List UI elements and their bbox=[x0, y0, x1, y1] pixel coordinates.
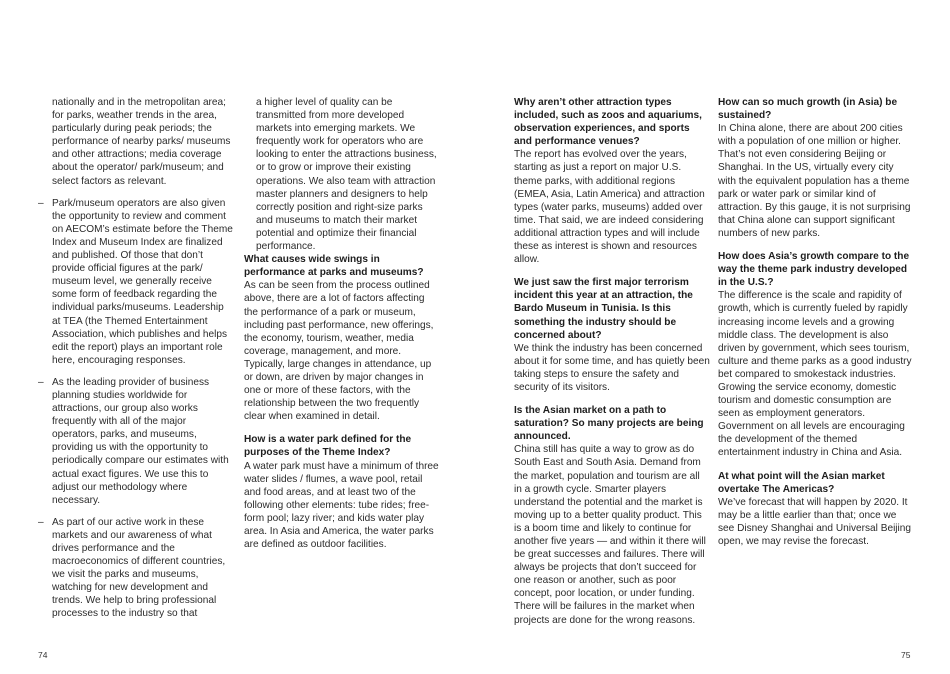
bullet-text: As the leading provider of business planning studies worldwide for attractions, our group also works frequently with all of the major operators, parks, and museums, providing us with the opportunity to periodically compare our estimates with actual exact figures. We use this to adjust our methodology where necessary. bbox=[52, 376, 229, 506]
answer-text: The difference is the scale and rapidity of growth, which is currently fueled by rapidly increasing income levels and a growing middle class. The development is also driven by government, which sees tourism, culture and theme parks as a good industry bet compared to smokestack industries. Growing the service economy, domestic tourism and domestic consumption are seen as employment generators. Government on all levels are encouraging the development of the themed entertainment industry in China and Asia. bbox=[718, 290, 912, 459]
bullet-item bbox=[38, 516, 234, 621]
page-number-left: 74 bbox=[38, 650, 48, 660]
qa-block bbox=[718, 96, 914, 240]
qa-block bbox=[718, 250, 914, 460]
answer-text: The report has evolved over the years, starting as just a report on major U.S. theme parks, with additional regions (EMEA, Asia, Latin America) and attraction types (water parks, museums) added over time. That said, we are indeed considering additional attraction types and will include these as interest is shown and resources allow. bbox=[514, 149, 705, 266]
answer-text: In China alone, there are about 200 cities with a population of one million or higher. That’s not even considering Beijing or Shanghai. In the US, virtually every city with the equivalent population has a theme park or water park or similar kind of attraction. By this gauge, it is not surprising that China alone can support significant numbers of new parks. bbox=[718, 123, 911, 239]
bullet-text: As part of our active work in these markets and our awareness of what drives performance and the macroeconomics of different countries, we visit the parks and museums, watching for new development and trends. We help to bring professional processes to the industry so that bbox=[52, 516, 226, 620]
left-page-column-1 bbox=[38, 96, 234, 630]
dash-bullet: – bbox=[38, 516, 44, 528]
page-number-right: 75 bbox=[901, 650, 911, 660]
question-heading: We just saw the first major terrorism incident this year at an attraction, the Bardo Museum in Tunisia. Is this something the industry should be concerned about? bbox=[514, 277, 693, 341]
qa-block bbox=[514, 276, 710, 394]
qa-block bbox=[718, 470, 914, 549]
left-page-column-2 bbox=[244, 96, 440, 561]
right-page-column-3 bbox=[514, 96, 710, 637]
question-heading: What causes wide swings in performance at parks and museums? bbox=[244, 254, 424, 279]
dash-bullet: – bbox=[38, 376, 44, 388]
right-page-column-4 bbox=[718, 96, 914, 558]
answer-text: China still has quite a way to grow as do South East and South Asia. Demand from the market, population and tourism are all in a growth cycle. Smarter players understand the potential and the market is moving up to a better quality product. This is a boom time and likely to continue for another five years — and within it there will be great successes and failures. There will always be projects that don’t succeed for one reason or another, such as poor concept, poor location, or under funding. There will be failures in the market when projects are done for the wrong reasons. bbox=[514, 444, 706, 626]
question-heading: How is a water park defined for the purposes of the Theme Index? bbox=[244, 434, 412, 459]
bullet-text: Park/museum operators are also given the opportunity to review and comment on AECOM’s estimate before the Theme Index and Museum Index are finalized and published. Of those that don’t provide official figures at the park/ museum level, we generally receive some form of feedback regarding the individual parks/museums. Leadership at TEA (the Themed Entertainment Association, which publishes and helps edit the report) plays an important role here, encouraging responses. bbox=[52, 197, 233, 366]
question-heading: At what point will the Asian market overtake The Americas? bbox=[718, 470, 885, 495]
question-heading: Why aren’t other attraction types included, such as zoos and aquariums, observation experiences, and sports and performance venues? bbox=[514, 97, 702, 148]
question-heading: Is the Asian market on a path to saturation? So many projects are being announced. bbox=[514, 405, 704, 443]
dash-bullet: – bbox=[38, 197, 44, 209]
answer-text: We think the industry has been concerned about it for some time, and has quietly been taking steps to ensure the safety and security of its visitors. bbox=[514, 342, 710, 393]
answer-text: We’ve forecast that will happen by 2020. It may be a little earlier than that; once we see Disney Shanghai and Universal Beijing open, we may revise the forecast. bbox=[718, 496, 912, 547]
qa-block bbox=[244, 433, 440, 551]
question-heading: How can so much growth (in Asia) be sustained? bbox=[718, 97, 898, 122]
question-heading: How does Asia’s growth compare to the way the theme park industry developed in the U.S.? bbox=[718, 251, 910, 289]
answer-text: A water park must have a minimum of three water slides / flumes, a wave pool, retail and food areas, and at least two of the following other elements: tube rides; free-form pool; lazy river; and kids water play area. In Asia and America, the water parks are defined as outdoor facilities. bbox=[244, 460, 439, 551]
qa-block bbox=[514, 404, 710, 627]
bullet-item bbox=[38, 376, 234, 507]
qa-block bbox=[514, 96, 710, 266]
column-2-continuation: a higher level of quality can be transmitted from more developed markets into emerging markets. We frequently work for operators who are looking to enter the attractions business, or to grow or improve their existing operations. We also team with attraction master planners and designers to help correctly position and right-size parks and museums to match their market potential and optimize their financial performance. bbox=[256, 97, 437, 253]
answer-text: As can be seen from the process outlined above, there are a lot of factors affecting the performance of a park or museum, including past performance, new offerings, the economy, tourism, weather, media coverage, management, and more. Typically, large changes in attendance, up or down, are driven by major changes in one or more of these factors, with the relationship between the two frequently clear when examined in detail. bbox=[244, 280, 434, 423]
column-1-continuation: nationally and in the metropolitan area; for parks, weather trends in the area, particularly during peak periods; the performance of nearby parks/ museums and other attractions; media coverage about the operator/ park/museum; and select factors as relevant. bbox=[52, 97, 231, 187]
qa-block bbox=[244, 253, 440, 423]
bullet-item bbox=[38, 197, 234, 367]
